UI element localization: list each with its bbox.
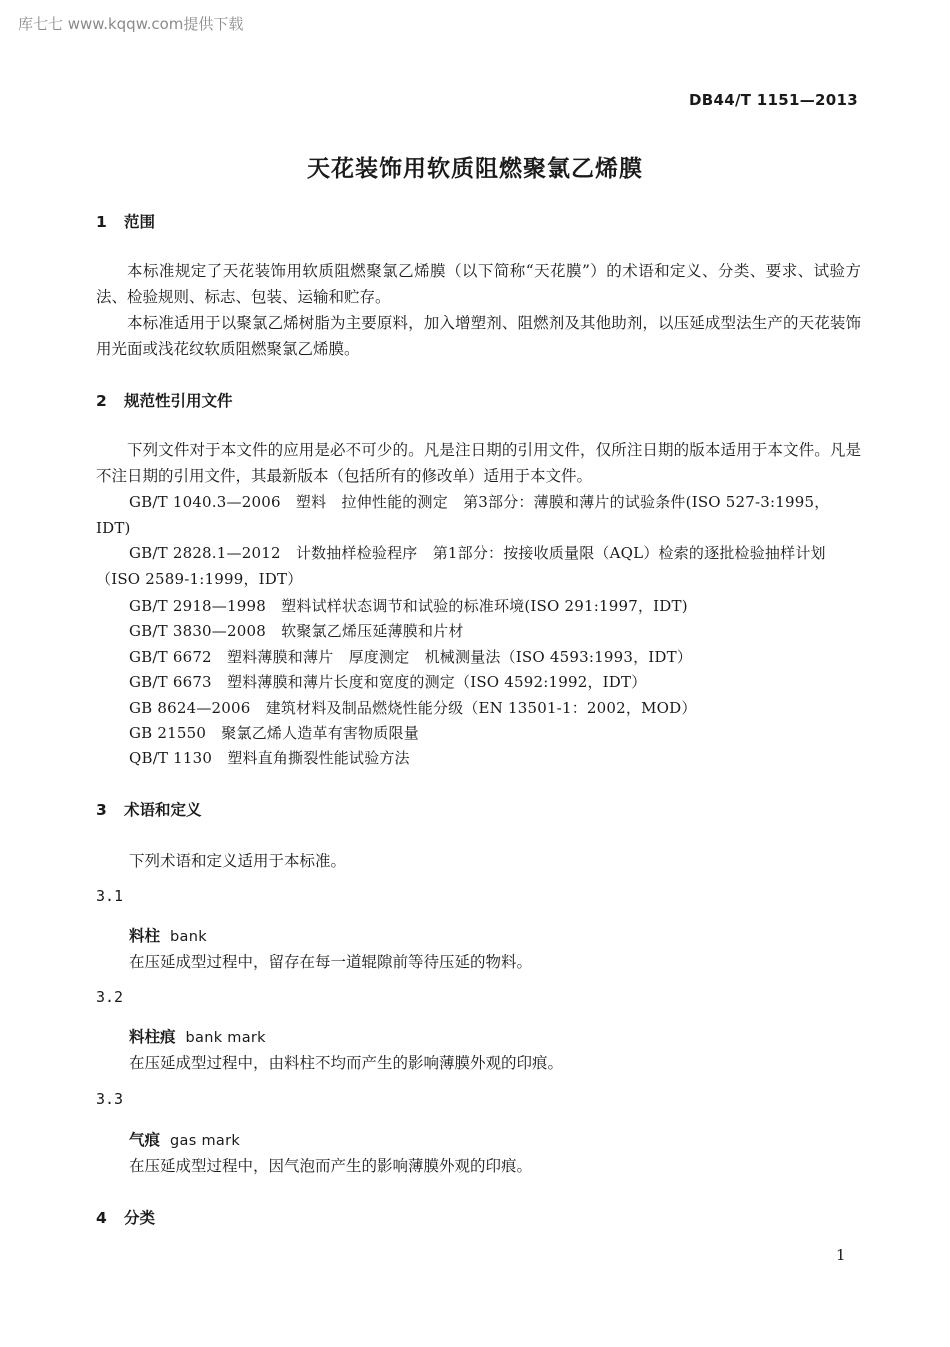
reference-item: GB/T 6672 塑料薄膜和薄片 厚度测定 机械测量法（ISO 4593:1993，IDT） [129, 648, 693, 666]
document-title: 天花装饰用软质阻燃聚氯乙烯膜 [307, 156, 643, 182]
scope-paragraph-2: 本标准适用于以聚氯乙烯树脂为主要原料，加入增塑剂、阻燃剂及其他助剂，以压延成型法生产的天花装饰用光面或浅花纹软质阻燃聚氯乙烯膜。 [96, 314, 861, 358]
term-entry [129, 1128, 240, 1150]
clause-number: 3.3 [96, 1090, 124, 1108]
section-1-heading [96, 210, 155, 232]
reference-item: GB/T 1040.3—2006 塑料 拉伸性能的测定 第3部分：薄膜和薄片的试验条件(ISO 527-3:1995，IDT) [96, 493, 830, 537]
section-number: 4 [96, 1209, 107, 1227]
normative-intro [96, 437, 861, 489]
scope-text [96, 258, 861, 362]
term-entry [129, 924, 207, 946]
clause-number: 3.2 [96, 988, 124, 1006]
normative-intro-paragraph: 下列文件对于本文件的应用是必不可少的。凡是注日期的引用文件，仅所注日期的版本适用于本文件。凡是不注日期的引用文件，其最新版本（包括所有的修改单）适用于本文件。 [96, 441, 861, 485]
term-definition: 在压延成型过程中，因气泡而产生的影响薄膜外观的印痕。 [129, 1157, 533, 1175]
reference-item: GB/T 3830—2008 软聚氯乙烯压延薄膜和片材 [129, 622, 464, 640]
section-3-heading [96, 798, 202, 820]
clause-number: 3.1 [96, 887, 124, 905]
reference-item: QB/T 1130 塑料直角撕裂性能试验方法 [129, 749, 410, 767]
term-definition: 在压延成型过程中，由料柱不均而产生的影响薄膜外观的印痕。 [129, 1054, 564, 1072]
term-definition: 在压延成型过程中，留存在每一道辊隙前等待压延的物料。 [129, 953, 533, 971]
watermark-text: 库七七 www.kqqw.com提供下载 [18, 15, 244, 33]
term-name: 料柱痕 [129, 1028, 176, 1046]
scope-paragraph-1: 本标准规定了天花装饰用软质阻燃聚氯乙烯膜（以下简称“天花膜”）的术语和定义、分类、要求、试验方法、检验规则、标志、包装、运输和贮存。 [96, 262, 861, 306]
terms-intro: 下列术语和定义适用于本标准。 [129, 852, 347, 870]
term-english: gas mark [170, 1133, 241, 1149]
term-name: 气痕 [129, 1131, 161, 1149]
standard-number: DB44/T 1151—2013 [689, 91, 858, 109]
reference-item: GB/T 6673 塑料薄膜和薄片长度和宽度的测定（ISO 4592:1992，IDT） [129, 673, 647, 691]
reference-item: GB 21550 聚氯乙烯人造革有害物质限量 [129, 724, 419, 742]
section-title: 术语和定义 [124, 801, 202, 819]
page-number: 1 [836, 1246, 846, 1264]
term-entry [129, 1025, 266, 1047]
term-english: bank [170, 929, 207, 945]
section-4-heading [96, 1206, 155, 1228]
reference-item: GB 8624—2006 建筑材料及制品燃烧性能分级（EN 13501-1：2002，MOD） [129, 699, 697, 717]
reference-item: GB/T 2828.1—2012 计数抽样检验程序 第1部分：按接收质量限（AQL）检索的逐批检验抽样计划（ISO 2589-1:1999，IDT） [96, 544, 826, 588]
reference-item: GB/T 2918—1998 塑料试样状态调节和试验的标准环境(ISO 291:1997，IDT) [129, 597, 688, 615]
section-number: 3 [96, 801, 107, 819]
section-title: 范围 [124, 213, 156, 231]
section-2-heading [96, 389, 233, 411]
term-english: bank mark [185, 1030, 266, 1046]
term-name: 料柱 [129, 927, 161, 945]
section-title: 规范性引用文件 [124, 392, 233, 410]
section-title: 分类 [124, 1209, 156, 1227]
section-number: 1 [96, 213, 107, 231]
section-number: 2 [96, 392, 107, 410]
